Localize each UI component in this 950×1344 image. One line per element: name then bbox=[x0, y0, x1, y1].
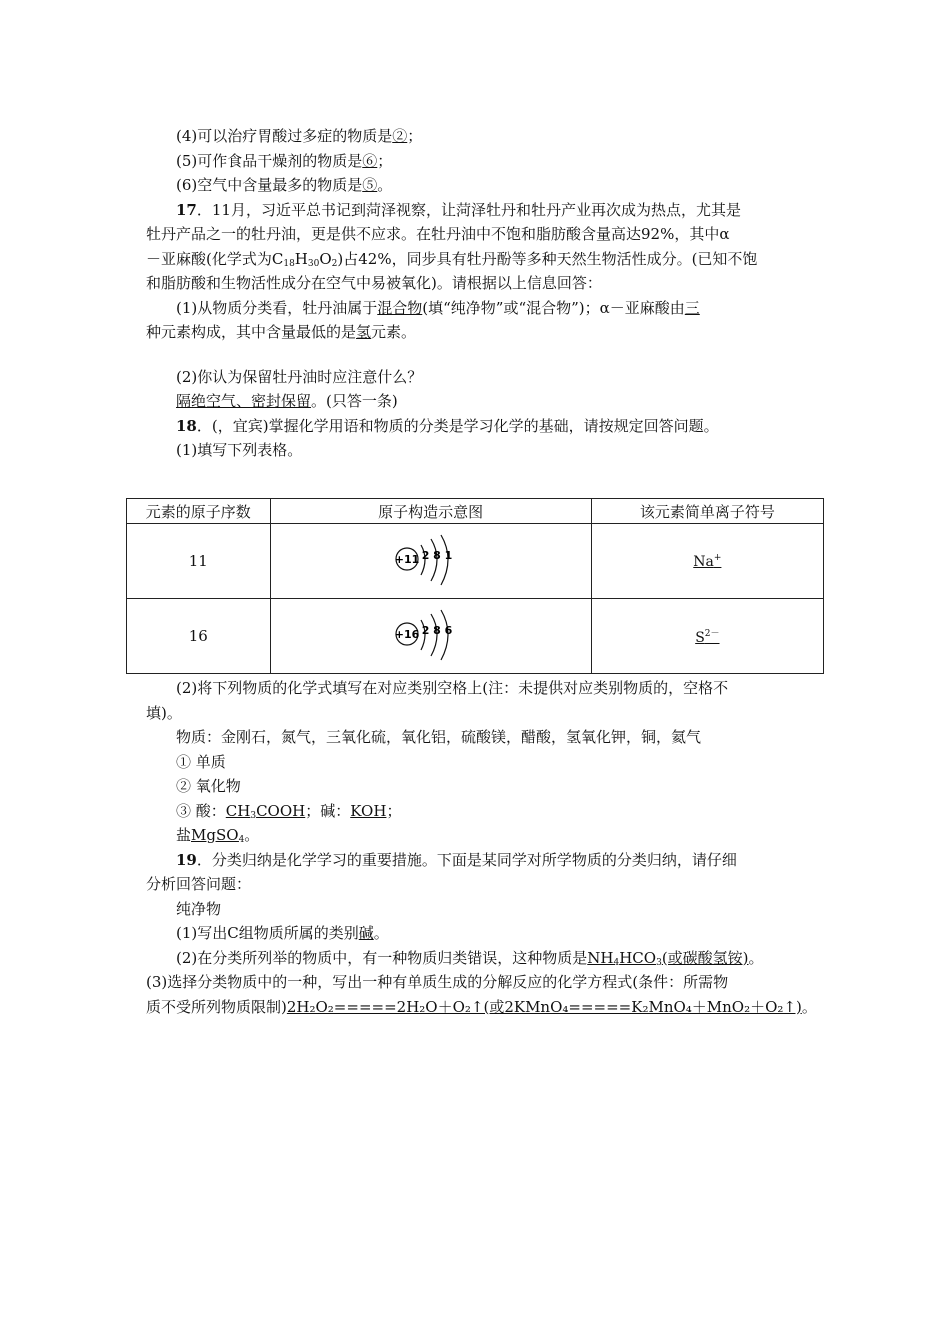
q19-pure-substance: 纯净物 bbox=[176, 899, 222, 918]
q18-sub-2-line-1: (2)将下列物质的化学式填写在对应类别空格上(注：未提供对应类别物质的，空格不 bbox=[176, 679, 729, 697]
answer: $CH_3COOH$ bbox=[225, 801, 306, 821]
answer: 碱 bbox=[358, 924, 374, 942]
q19-sub-2: (2)在分类所列举的物质中，有一种物质归类错误，这种物质是$NH_4HCO_3$(或碳酸氢铵)。 bbox=[176, 948, 764, 968]
shell-electrons-label: 2 8 1 bbox=[421, 549, 452, 562]
table-header-cell: 原子构造示意图 bbox=[270, 499, 591, 524]
q17-para-line-4: 和脂肪酸和生物活性成分在空气中易被氧化)。请根据以上信息回答： bbox=[146, 274, 602, 292]
answer: MgSO$_4$ bbox=[191, 826, 245, 845]
q17-para-line-2: 牡丹产品之一的牡丹油，更是供不应求。在牡丹油中不饱和脂肪酸含量高达92%，其中α bbox=[146, 225, 730, 243]
q19-para-line-1: 19．分类归纳是化学学习的重要措施。下面是某同学对所学物质的分类归纳，请仔细 bbox=[176, 850, 737, 869]
q17-para-line-1: 17．11月，习近平总书记到菏泽视察，让菏泽牡丹和牡丹产业再次成为热点，尤其是 bbox=[176, 200, 741, 219]
table-header-cell: 该元素简单离子符号 bbox=[591, 499, 823, 524]
ion-symbol: Na+ bbox=[693, 553, 722, 570]
q17-para-line-3: －亚麻酸(化学式为$C_{18}H_{30}O_2$)占42%，同步具有牡丹酚等多种天然生物活性成分。(已知不饱 bbox=[146, 249, 758, 269]
spacer bbox=[146, 345, 826, 365]
answer: 混合物 bbox=[377, 298, 423, 317]
q18-category-3: ③ 酸：$CH_3COOH$；碱：KOH； bbox=[176, 801, 402, 821]
answer: 三 bbox=[684, 298, 700, 317]
document-body bbox=[146, 124, 826, 463]
atom-diagram-cell bbox=[270, 524, 591, 599]
question-number: 17 bbox=[176, 200, 197, 219]
answer: 氢 bbox=[356, 323, 372, 341]
element-table bbox=[126, 498, 824, 674]
table-header-row bbox=[127, 499, 824, 524]
atom-diagram-cell bbox=[270, 599, 591, 674]
question-number: 18 bbox=[176, 416, 197, 435]
q18-category-salt: 盐MgSO$_4$。 bbox=[176, 826, 260, 845]
q18-materials: 物质：金刚石，氮气，三氧化硫，氧化铝，硫酸镁，醋酸，氢氧化钾，铜，氦气 bbox=[176, 728, 702, 746]
q16-line-4: (4)可以治疗胃酸过多症的物质是②； bbox=[176, 127, 423, 145]
q19-sub-3-line-2: 质不受所列物质限制)2H₂O₂=====2H₂O＋O₂↑(或2KMnO₄=====K₂MnO₄＋MnO₂＋O₂↑)。 bbox=[146, 997, 817, 1016]
answer: ② bbox=[392, 127, 408, 145]
answer: $NH_4HCO_3$(或碳酸氢铵) bbox=[587, 948, 749, 968]
atomic-number-cell: 11 bbox=[127, 524, 271, 599]
table-row bbox=[127, 524, 824, 599]
atom-structure-diagram bbox=[391, 533, 471, 589]
ion-symbol: $S^{2-}$ bbox=[695, 629, 720, 646]
q18-category-1: ① 单质 bbox=[176, 752, 226, 771]
document-body-continued bbox=[146, 676, 826, 1019]
q18-category-2: ② 氧化物 bbox=[176, 777, 241, 795]
nucleus-label: +11 bbox=[394, 553, 419, 566]
q17-sub-1-line-1: (1)从物质分类看，牡丹油属于混合物(填“纯净物”或“混合物”)；α－亚麻酸由三 bbox=[176, 298, 700, 317]
ion-symbol-cell bbox=[591, 524, 823, 599]
answer: ⑥ bbox=[362, 151, 378, 170]
q17-sub-1-line-2: 种元素构成，其中含量最低的是氢元素。 bbox=[146, 323, 417, 341]
q18-para-line-1: 18．(，宜宾)掌握化学用语和物质的分类是学习化学的基础，请按规定回答问题。 bbox=[176, 416, 719, 435]
q18-sub-2-line-2: 填)。 bbox=[146, 703, 182, 722]
ion-symbol-cell bbox=[591, 599, 823, 674]
answer: 2H₂O₂=====2H₂O＋O₂↑(或2KMnO₄=====K₂MnO₄＋MnO₂＋O₂↑) bbox=[286, 997, 802, 1016]
q19-para-line-2: 分析回答问题： bbox=[146, 875, 252, 893]
q19-sub-1: (1)写出C组物质所属的类别碱。 bbox=[176, 924, 389, 942]
shell-electrons-label: 2 8 6 bbox=[421, 624, 452, 637]
question-number: 19 bbox=[176, 850, 197, 869]
answer: ⑤ bbox=[362, 176, 378, 194]
atom-structure-diagram bbox=[391, 608, 471, 664]
q16-line-6: (6)空气中含量最多的物质是⑤。 bbox=[176, 176, 393, 194]
q17-sub-2-question: (2)你认为保留牡丹油时应注意什么？ bbox=[176, 367, 423, 386]
atomic-number-cell: 16 bbox=[127, 599, 271, 674]
table-header-cell: 元素的原子序数 bbox=[127, 499, 271, 524]
q18-sub-1: (1)填写下列表格。 bbox=[176, 441, 303, 459]
answer: KOH bbox=[350, 801, 387, 820]
nucleus-label: +16 bbox=[394, 628, 419, 641]
table-row bbox=[127, 599, 824, 674]
answer: 隔绝空气、密封保留 bbox=[176, 392, 312, 410]
q17-sub-2-answer: 隔绝空气、密封保留。(只答一条) bbox=[176, 392, 398, 410]
q19-sub-3-line-1: (3)选择分类物质中的一种，写出一种有单质生成的分解反应的化学方程式(条件：所需物 bbox=[146, 973, 729, 991]
q16-line-5: (5)可作食品干燥剂的物质是⑥； bbox=[176, 151, 393, 170]
